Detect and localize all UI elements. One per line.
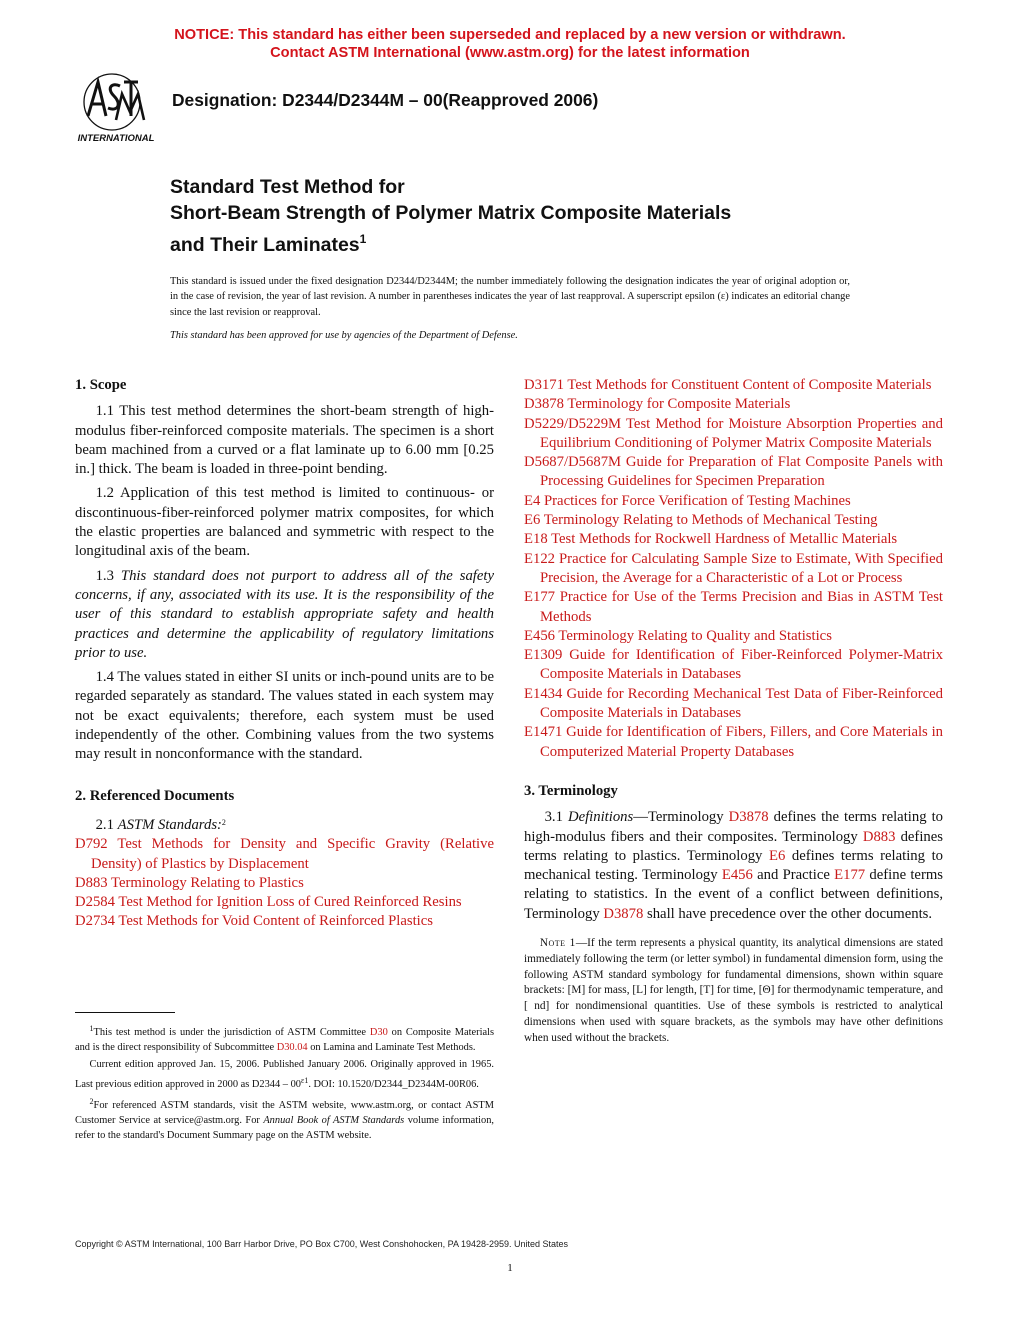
title-line-2: Short-Beam Strength of Polymer Matrix Composite Materials [170, 202, 732, 224]
notice-line-2: Contact ASTM International (www.astm.org) for the latest information [270, 45, 750, 61]
scope-paragraph-1-2: 1.2 Application of this test method is limited to continuous- or discontinuous-fiber-reinforced polymer matrix composites, for which the elastic properties are balanced and symmetric with respect to the longitudinal axis of the beam. [75, 485, 494, 560]
ref-e4[interactable]: E4 Practices for Force Verification of Testing Machines [524, 492, 851, 509]
issuance-statement: This standard is issued under the fixed designation D2344/D2344M; the number immediately following the designation indicates the year of original adoption or, in the case of revision, the year of last revision. A number in parentheses indicates the year of last reapproval. A superscript epsilon (ε) indicates an editorial change since the last revision or reapproval. [170, 276, 850, 318]
terminology-paragraph-3-1: 3.1 Definitions—Terminology D3878 defines the terms relating to high-modulus fibers and their composites. Terminology D883 defines terms relating to plastics. Terminology E6 defines terms relating to mechanical testing. Terminology E456 and Practice E177 define terms relating to statistics. In the event of a conflict between definitions, Terminology D3878 shall have precedence over the other documents. [524, 809, 943, 922]
copyright-line: Copyright © ASTM International, 100 Barr Harbor Drive, PO Box C700, West Conshohocken, PA 19428-2959. United States [75, 1239, 569, 1249]
ref-e6[interactable]: E6 Terminology Relating to Methods of Mechanical Testing [524, 512, 878, 529]
link-e177[interactable]: E177 [834, 867, 866, 884]
ref-d5687[interactable]: D5687/D5687M Guide for Preparation of Flat Composite Panels with Processing Guidelines for Specimen Preparation [524, 454, 943, 490]
link-d3878[interactable]: D3878 [728, 809, 769, 826]
ref-d883[interactable]: D883 Terminology Relating to Plastics [75, 874, 304, 891]
ref-e456[interactable]: E456 Terminology Relating to Quality and Statistics [524, 627, 832, 644]
ref-e18[interactable]: E18 Test Methods for Rockwell Hardness of Metallic Materials [524, 531, 898, 548]
ref-d3171[interactable]: D3171 Test Methods for Constituent Content of Composite Materials [524, 377, 932, 393]
footnote-1-edition: Current edition approved Jan. 15, 2006. Published January 2006. Originally approved in 1965. Last previous edition approved in 2000 as $D2344 - 00^{\varepsilon 1}$. DOI: 10.1520/D2344_D2344M-00R06. [75, 1059, 494, 1090]
section-heading-referenced-documents: 2. Referenced Documents [75, 787, 235, 804]
note-1: Note 1—If the term represents a physical quantity, its analytical dimensions are stated immediately following the term (or letter symbol) in fundamental dimension form, using the following ASTM standard symbology for fundamental dimensions, shown within square brackets: [M] for mass, [L] for length, [T] for time, [Θ] for thermodynamic temperature, and [ nd] for nondimensional quantities. Use of these symbols is restricted to analytical dimensions when used with square brackets, as the symbols may have other definitions when used without the brackets. [524, 937, 943, 1044]
astm-logo [68, 72, 164, 146]
scope-paragraph-1-3: 1.3 This standard does not purport to address all of the safety concerns, if any, associated with its use. It is the responsibility of the user of this standard to establish appropriate safety and health practices and determine the applicability of regulatory limitations prior to use. [75, 567, 495, 661]
astm-logo-mark [68, 72, 164, 146]
ref-e1434[interactable]: E1434 Guide for Recording Mechanical Test Data of Fiber-Reinforced Composite Materials in Databases [524, 685, 943, 722]
ref-e122[interactable]: E122 Practice for Calculating Sample Size to Estimate, With Specified Precision, the Average for a Characteristic of a Lot or Process [524, 550, 943, 586]
ref-d2584[interactable]: D2584 Test Method for Ignition Loss of Cured Reinforced Resins [75, 894, 462, 911]
link-e456[interactable]: E456 [721, 867, 753, 884]
section-heading-scope: 1. Scope [75, 377, 127, 393]
scope-paragraph-1-1: 1.1 This test method determines the short-beam strength of high-modulus fiber-reinforced composite materials. The specimen is a short beam machined from a curved or a flat laminate up to 6.00 mm [0.25 in.] thick. The beam is loaded in three-point bending. [75, 403, 494, 478]
ref-d5229[interactable]: D5229/D5229M Test Method for Moisture Absorption Properties and Equilibrium Conditioning of Polymer Matrix Composite Materials [524, 415, 943, 451]
ref-d792[interactable]: D792 Test Methods for Density and Specific Gravity (Relative Density) of Plastics by Displacement [75, 836, 494, 872]
footnotes [75, 1021, 494, 1145]
notice-line-1: NOTICE: This standard has either been superseded and replaced by a new version or withdrawn. [174, 27, 846, 43]
link-d3878-2[interactable]: D3878 [603, 905, 644, 922]
ref-e1309[interactable]: E1309 Guide for Identification of Fiber-Reinforced Polymer-Matrix Composite Materials in Databases [524, 647, 943, 683]
section-heading-terminology: 3. Terminology [524, 782, 618, 799]
left-column [75, 376, 494, 932]
withdrawal-notice [0, 26, 1020, 62]
scope-paragraph-1-4: 1.4 The values stated in either SI units or inch-pound units are to be regarded separately as standard. The values stated in each system may not be exact equivalents; therefore, each system must be used independently of the other. Combining values from the two systems may result in nonconformance with the standard. [75, 669, 494, 763]
footnote-2: $^2$For referenced ASTM standards, visit the ASTM website, www.astm.org, or contact ASTM Customer Service at service@astm.org. For Annual Book of ASTM Standards volume information, refer to the standard's Document Summary page on the ASTM website. [75, 1096, 494, 1142]
link-d30[interactable]: D30 [369, 1027, 388, 1038]
title-footnote-mark: 1 [359, 232, 367, 246]
ref-d2734[interactable]: D2734 Test Methods for Void Content of Reinforced Plastics [75, 913, 433, 930]
link-d30-04[interactable]: D30.04 [276, 1042, 308, 1054]
ref-e1471[interactable]: E1471 Guide for Identification of Fibers, Fillers, and Core Materials in Computerized Material Property Databases [524, 724, 943, 760]
document-title [170, 174, 890, 258]
link-e6[interactable]: E6 [768, 847, 786, 864]
title-line-1: Standard Test Method for [170, 176, 405, 198]
title-line-3: and Their Laminates$^1$ [170, 232, 367, 256]
designation: Designation: D2344/D2344M – 00(Reapproved 2006) [172, 90, 599, 110]
ref-e177[interactable]: E177 Practice for Use of the Terms Precision and Bias in ASTM Test Methods [524, 589, 943, 625]
logo-wordmark: INTERNATIONAL [77, 133, 155, 144]
footnote-1: $^1$This test method is under the jurisdiction of ASTM Committee D30 on Composite Materials and is the direct responsibility of Subcommittee D30.04 on Lamina and Laminate Test Methods. [75, 1024, 494, 1054]
footnote-divider [75, 1012, 175, 1013]
right-column [524, 376, 943, 1047]
page-number: 1 [507, 1262, 513, 1274]
astm-standards-subheading: 2.1 ASTM Standards:$^2$ [95, 816, 226, 833]
ref-d3878[interactable]: D3878 Terminology for Composite Materials [524, 396, 791, 413]
dod-approval-note: This standard has been approved for use by agencies of the Department of Defense. [170, 330, 518, 341]
link-d883[interactable]: D883 [862, 828, 896, 845]
